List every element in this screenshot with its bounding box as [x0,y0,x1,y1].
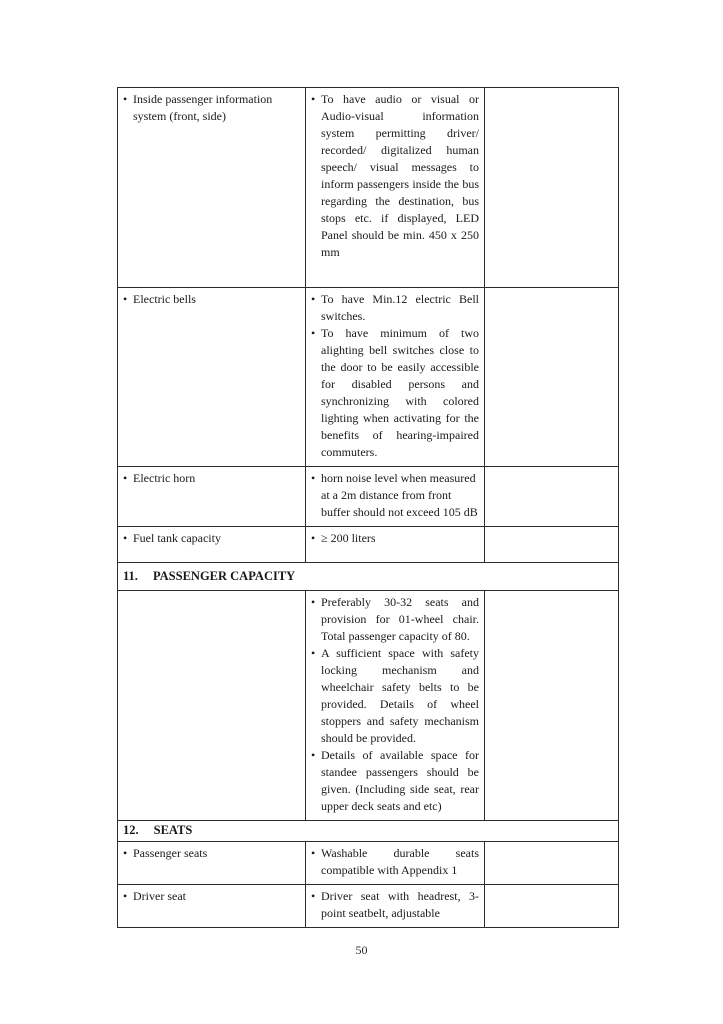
remarks-cell [485,591,619,821]
section-header-cell [118,563,619,591]
specification-table [117,87,619,928]
spec-cell [306,527,485,563]
table-row [118,591,619,821]
spec-bullet: • ≥ 200 liters [310,530,479,547]
table-row [118,885,619,928]
spec-bullet: • To have audio or visual or Audio-visual information system permitting driver/ recorded/ digitalized human speech/ visual messages to inform passengers inside the bus regarding the destination, bus stops etc. if displayed, LED Panel should be min. 450 x 250 mm [310,91,479,261]
section-row [118,563,619,591]
table-row [118,288,619,467]
section-number: 11. [123,569,138,583]
feature-cell [118,842,306,885]
feature-cell [118,885,306,928]
feature-text: • Electric horn [122,470,300,487]
spec-cell [306,842,485,885]
feature-cell [118,88,306,288]
spec-bullet: • horn noise level when measured at a 2m distance from front buffer should not exceed 105 dB [310,470,479,521]
feature-text: • Inside passenger information system (front, side) [122,91,300,125]
section-row [118,821,619,842]
table-row [118,88,619,288]
feature-cell [118,591,306,821]
feature-text: • Passenger seats [122,845,300,862]
spec-bullet: • Driver seat with headrest, 3-point seatbelt, adjustable [310,888,479,922]
table-row [118,842,619,885]
section-title: SEATS [153,823,193,837]
spec-cell [306,885,485,928]
table-row [118,467,619,527]
table-body [118,88,619,928]
spec-bullet: • Washable durable seats compatible with Appendix 1 [310,845,479,879]
spec-cell [306,467,485,527]
remarks-cell [485,467,619,527]
section-title: PASSENGER CAPACITY [152,569,296,583]
feature-cell [118,467,306,527]
spec-cell [306,288,485,467]
feature-text: • Fuel tank capacity [122,530,300,547]
remarks-cell [485,288,619,467]
remarks-cell [485,842,619,885]
section-number: 12. [123,823,139,837]
feature-cell [118,527,306,563]
section-header-cell [118,821,619,842]
remarks-cell [485,527,619,563]
feature-cell [118,288,306,467]
feature-text: • Driver seat [122,888,300,905]
table-row [118,527,619,563]
spec-cell [306,88,485,288]
spec-bullet: • Details of available space for standee passengers should be given. (Including side seat, rear upper deck seats and etc) [310,747,479,815]
page-number: 50 [355,943,368,957]
feature-text: • Electric bells [122,291,300,308]
remarks-cell [485,88,619,288]
spec-bullet: • To have Min.12 electric Bell switches. [310,291,479,325]
spec-bullet: • To have minimum of two alighting bell switches close to the door to be easily accessible for disabled persons and synchronizing with colored lighting when activating for the benefits of hearing-impaired commuters. [310,325,479,461]
spec-bullet: • Preferably 30-32 seats and provision for 01-wheel chair. Total passenger capacity of 80. [310,594,479,645]
spec-bullet: • A sufficient space with safety locking mechanism and wheelchair safety belts to be provided. Details of wheel stoppers and safety mechanism should be provided. [310,645,479,747]
spec-cell [306,591,485,821]
remarks-cell [485,885,619,928]
